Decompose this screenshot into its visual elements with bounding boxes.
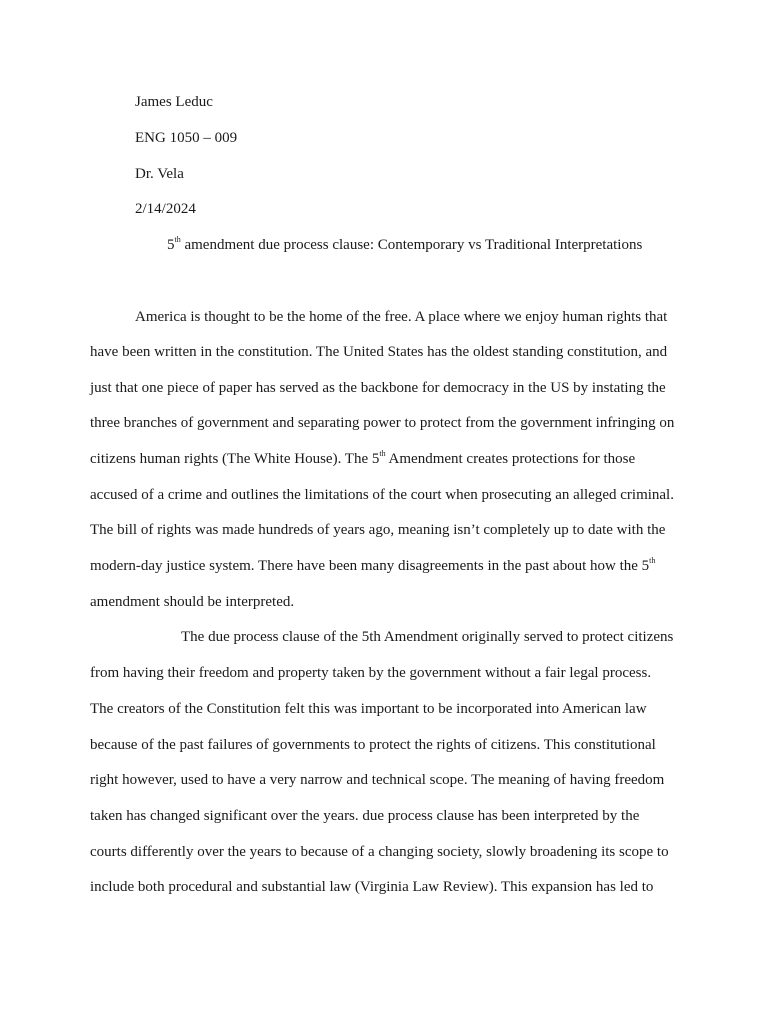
ordinal-superscript: th bbox=[379, 449, 386, 458]
paragraph-1-line-8 bbox=[90, 557, 655, 575]
paragraph-2-line-7: courts differently over the years to because of a changing society, slowly broadening its scope to bbox=[90, 844, 669, 860]
title-number: 5 bbox=[167, 237, 175, 253]
author-name: James Leduc bbox=[135, 94, 213, 110]
paragraph-2-line-6: taken has changed significant over the years. due process clause has been interpreted by the bbox=[90, 808, 640, 824]
paragraph-1-line-4: three branches of government and separating power to protect from the government infringing on bbox=[90, 415, 675, 431]
line-text: modern-day justice system. There have been many disagreements in the past about how the 5 bbox=[90, 558, 650, 574]
paragraph-2-line-3: The creators of the Constitution felt this was important to be incorporated into American law bbox=[90, 701, 647, 717]
paragraph-2-line-5: right however, used to have a very narrow and technical scope. The meaning of having freedom bbox=[90, 772, 665, 788]
title-text: amendment due process clause: Contemporary vs Traditional Interpretations bbox=[180, 237, 643, 253]
paragraph-1-line-2: have been written in the constitution. The United States has the oldest standing constitution, and bbox=[90, 344, 668, 360]
line-text: citizens human rights (The White House). The 5 bbox=[90, 451, 380, 467]
paragraph-1-line-7: The bill of rights was made hundreds of years ago, meaning isn’t completely up to date with the bbox=[90, 522, 666, 538]
course-number: ENG 1050 – 009 bbox=[135, 130, 238, 146]
paragraph-2-line-8: include both procedural and substantial law (Virginia Law Review). This expansion has led to bbox=[90, 879, 654, 895]
paragraph-1-line-3: just that one piece of paper has served as the backbone for democracy in the US by instating the bbox=[90, 380, 666, 396]
title-superscript: th bbox=[174, 235, 181, 244]
document-date: 2/14/2024 bbox=[135, 201, 196, 217]
ordinal-superscript: th bbox=[649, 556, 656, 565]
instructor-name: Dr. Vela bbox=[135, 166, 184, 182]
paragraph-1-line-5 bbox=[90, 450, 635, 468]
line-text: Amendment creates protections for those bbox=[385, 451, 636, 467]
paragraph-2-line-4: because of the past failures of governments to protect the rights of citizens. This constitutional bbox=[90, 737, 656, 753]
paragraph-1-line-9: amendment should be interpreted. bbox=[90, 594, 295, 610]
paragraph-2-line-1: The due process clause of the 5th Amendment originally served to protect citizens bbox=[181, 629, 674, 645]
paragraph-1-line-1: America is thought to be the home of the free. A place where we enjoy human rights that bbox=[135, 309, 668, 325]
paragraph-1-line-6: accused of a crime and outlines the limitations of the court when prosecuting an alleged criminal. bbox=[90, 487, 674, 503]
document-title bbox=[167, 236, 642, 254]
paragraph-2-line-2: from having their freedom and property taken by the government without a fair legal process. bbox=[90, 665, 652, 681]
